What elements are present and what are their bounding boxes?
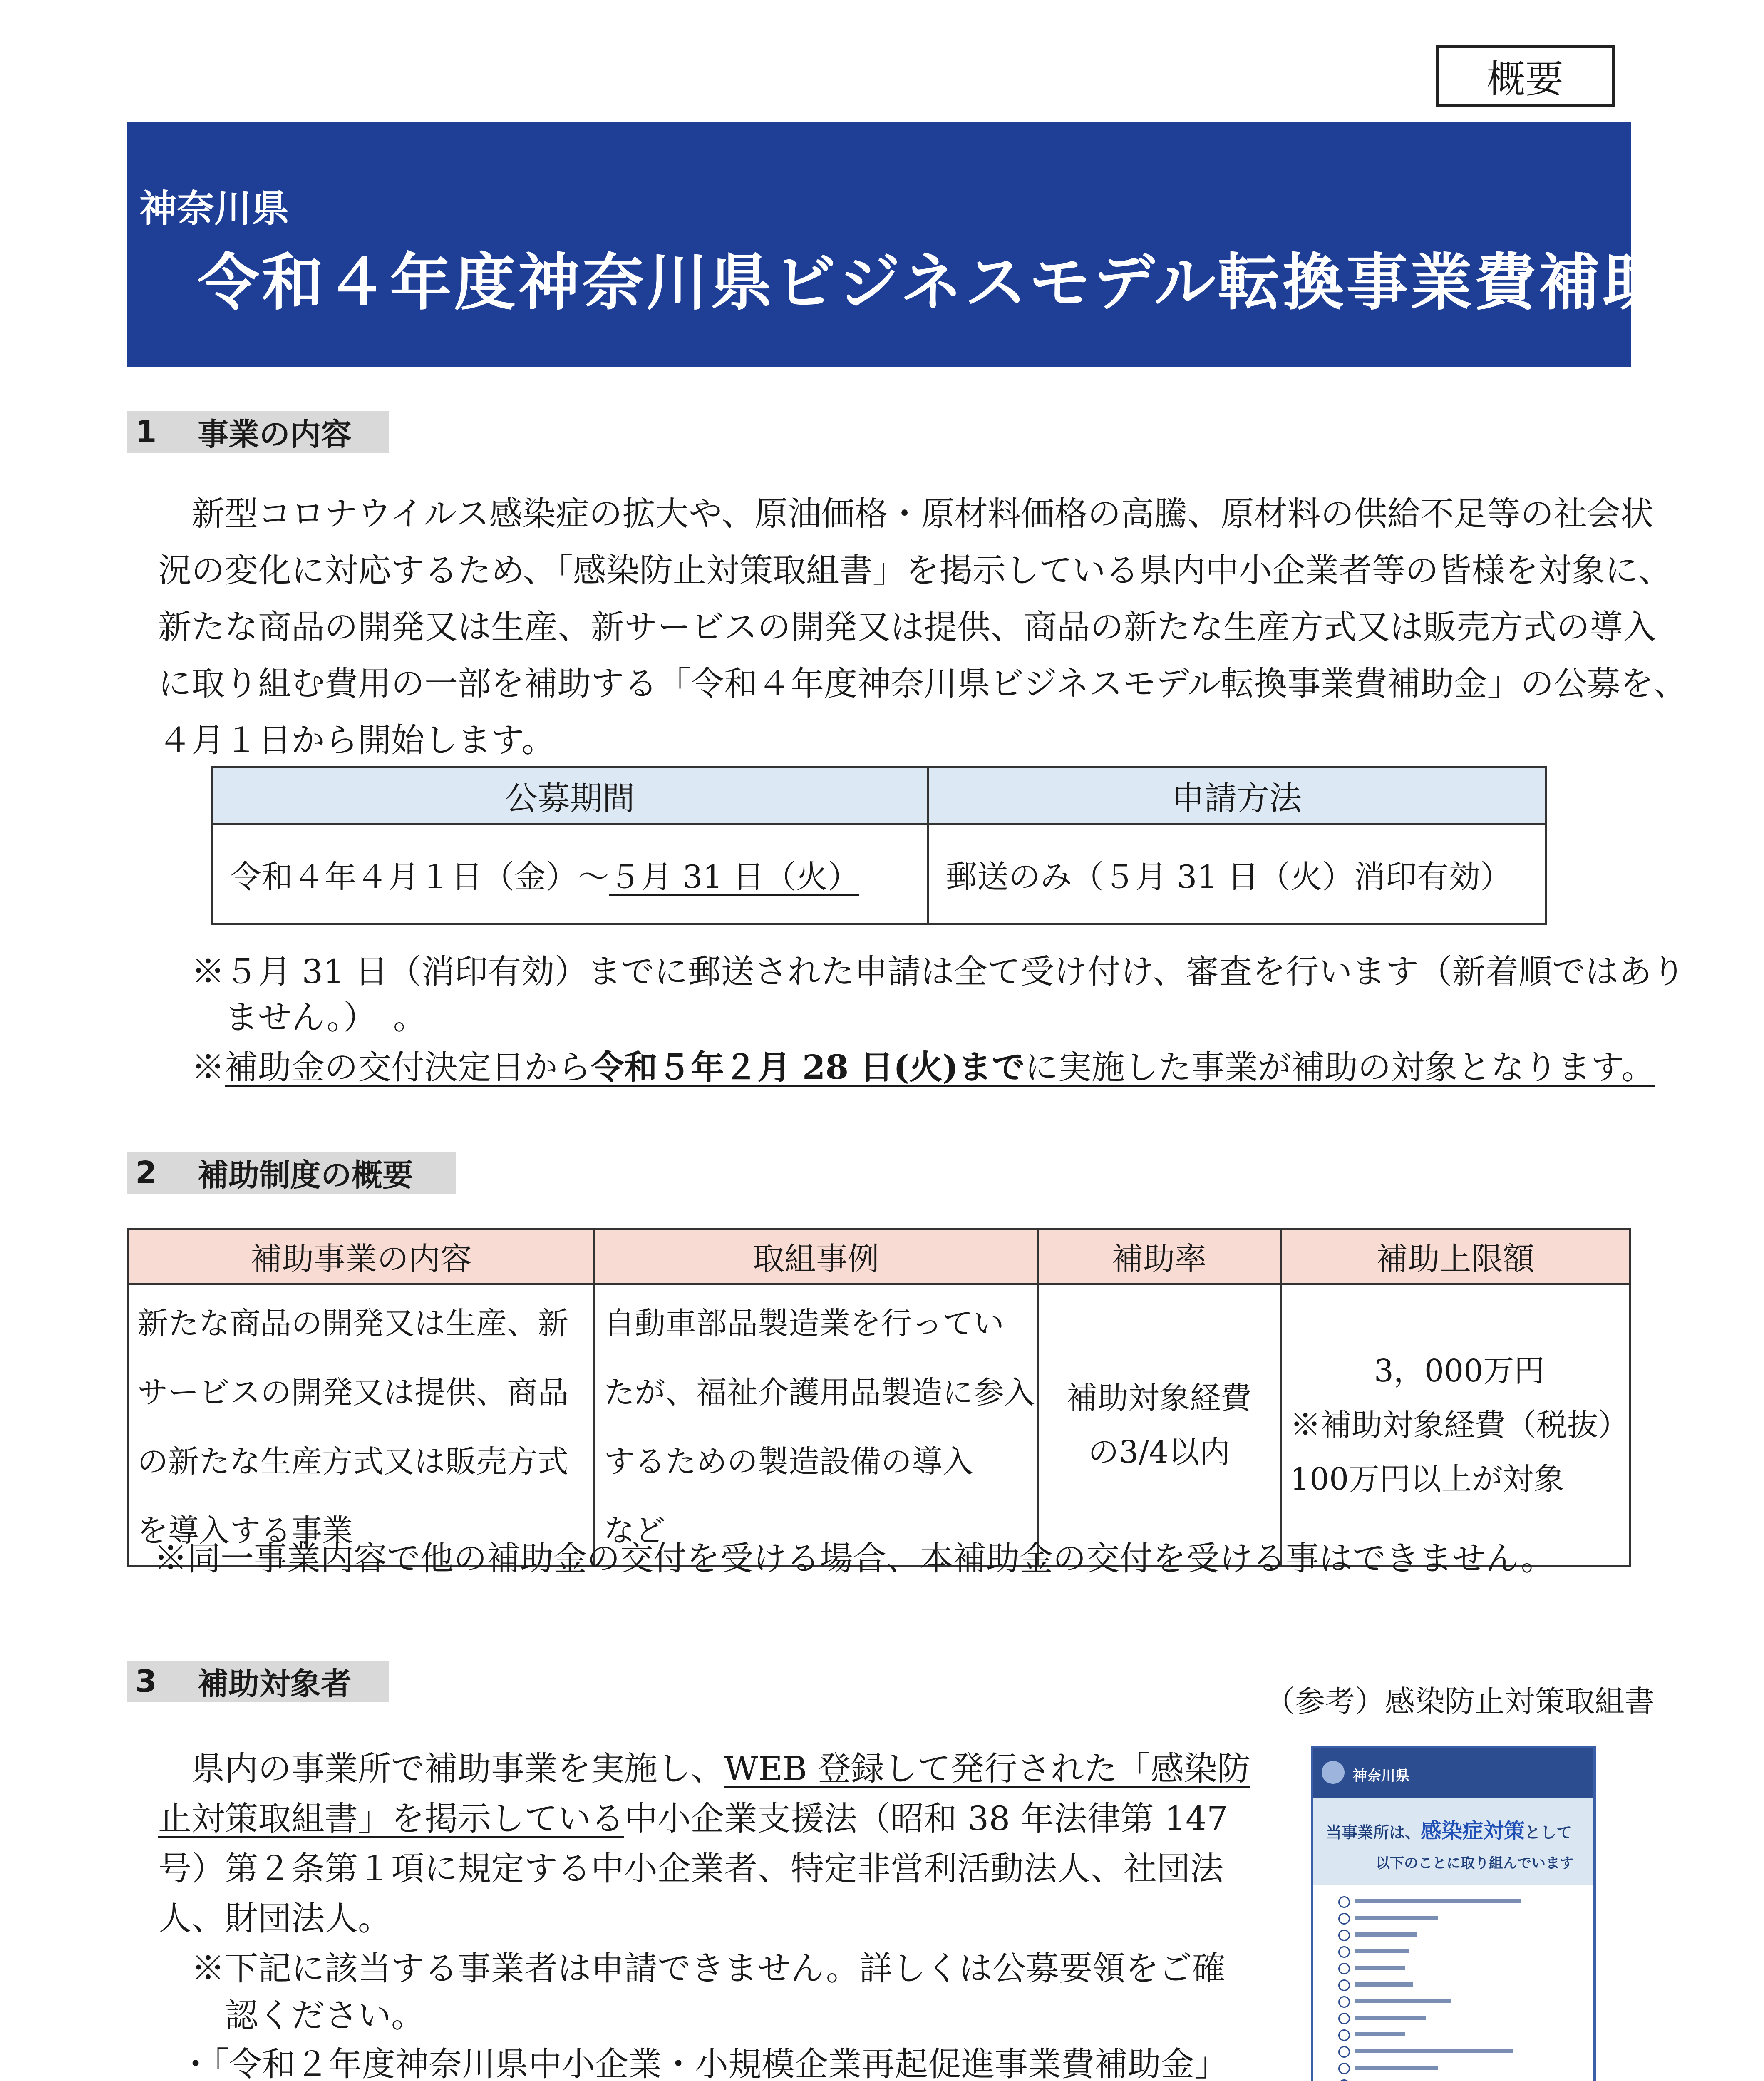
check-icon xyxy=(1338,1896,1350,1908)
checklist-item xyxy=(1355,2066,1438,2070)
check-icon xyxy=(1338,2046,1350,2058)
exclusion-note: ※下記に該当する事業者は申請できません。詳しくは公募要領をご確 xyxy=(191,1949,1226,1988)
content-line: 新たな商品の開発又は生産、新 xyxy=(137,1306,568,1341)
check-icon xyxy=(1338,2029,1350,2041)
kanagawa-emblem-icon xyxy=(1322,1761,1345,1784)
section3-heading xyxy=(127,1661,389,1702)
example-line: たが、福祉介護用品製造に参入 xyxy=(603,1375,1035,1411)
checklist-item xyxy=(1355,1916,1438,1920)
checklist-item xyxy=(1355,2016,1426,2020)
content-line: の新たな生産方式又は販売方式 xyxy=(137,1444,568,1480)
header-content: 補助事業の内容 xyxy=(128,1229,595,1284)
section3-number: 3 xyxy=(135,1664,157,1699)
bullet1-line: ・「令和２年度神奈川県中小企業・小規模企業再起促進事業費補助金」 xyxy=(179,2045,1228,2081)
section1-heading xyxy=(127,411,389,453)
section1-line: 新型コロナウイルス感染症の拡大や、原油価格・原材料価格の高騰、原材料の供給不足等の社会状 xyxy=(191,494,1654,533)
checklist-item xyxy=(1355,1949,1409,1953)
content-line: を導入する事業 xyxy=(137,1513,353,1549)
example-line: するための製造設備の導入 xyxy=(603,1444,973,1480)
infection-control-poster-image xyxy=(1311,1746,1596,2081)
check-icon xyxy=(1338,1913,1350,1925)
poster-headline-b: 感染症対策 xyxy=(1421,1819,1525,1843)
checklist-item xyxy=(1355,2032,1405,2036)
section1-line: に取り組む費用の一部を補助する「令和４年度神奈川県ビジネスモデル転換事業費補助金」の公募を、 xyxy=(158,664,1687,703)
limit-note: ※補助対象経費（税抜） xyxy=(1290,1407,1629,1443)
rate-line: の3/4以内 xyxy=(1088,1434,1230,1470)
section2-title: 補助制度の概要 xyxy=(198,1157,413,1193)
poster-headline-area xyxy=(1313,1798,1593,1885)
section1-number: 1 xyxy=(135,414,157,450)
note-postmark: ※５月 31 日（消印有効）までに郵送された申請は全て受け付け、審査を行います（新着順ではあり xyxy=(191,952,1685,991)
check-icon xyxy=(1338,2063,1350,2074)
note-part1: 補助金の交付決定日から xyxy=(225,1048,591,1087)
section3-line: 号）第２条第１項に規定する中小企業者、特定非営利活動法人、社団法 xyxy=(158,1849,1223,1888)
cell-example xyxy=(594,1284,1037,1567)
note-duplicate-subsidy: ※同一事業内容で他の補助金の交付を受ける場合、本補助金の交付を受ける事はできません。 xyxy=(154,1539,1554,1578)
checklist-item xyxy=(1355,1966,1405,1970)
cell-content xyxy=(128,1284,595,1567)
check-icon xyxy=(1338,2079,1350,2081)
period-deadline: ５月 31 日（火） xyxy=(609,858,860,895)
checklist-item xyxy=(1355,1899,1521,1903)
note-part3: に実施した事業が補助の対象となります。 xyxy=(1025,1048,1655,1087)
cell-rate xyxy=(1037,1284,1280,1567)
check-icon xyxy=(1338,1996,1350,2008)
note-mark: ※ xyxy=(191,1048,225,1087)
rate-line: 補助対象経費 xyxy=(1067,1380,1252,1416)
header-example: 取組事例 xyxy=(594,1229,1037,1284)
checklist-item xyxy=(1355,2049,1513,2053)
body-text: 中小企業支援法（昭和 38 年法律第 147 xyxy=(624,1799,1228,1838)
period-start: 令和４年４月１日（金）～ xyxy=(230,858,609,895)
checklist-item xyxy=(1355,1932,1417,1937)
exclusion-note-cont: 認ください。 xyxy=(225,1996,424,2035)
cell-limit xyxy=(1281,1284,1630,1567)
section2-heading xyxy=(127,1152,456,1194)
limit-minimum: 100万円以上が対象 xyxy=(1290,1461,1565,1497)
period-cell xyxy=(212,824,928,924)
checklist-item xyxy=(1355,1982,1413,1987)
section3-line xyxy=(158,1792,1228,1840)
section2-number: 2 xyxy=(135,1155,157,1191)
note-deadline: 令和５年２月 28 日(火)まで xyxy=(591,1048,1025,1087)
period-header: 公募期間 xyxy=(212,767,928,824)
body-text: 県内の事業所で補助事業を実施し、 xyxy=(191,1749,724,1788)
check-icon xyxy=(1338,1930,1350,1941)
section3-line: 人、財団法人。 xyxy=(158,1899,391,1938)
example-line: など xyxy=(603,1513,665,1549)
limit-amount: 3，000万円 xyxy=(1374,1353,1545,1389)
subsidy-overview-table xyxy=(127,1228,1631,1567)
note-eligibility-period xyxy=(191,1040,1655,1088)
header-limit: 補助上限額 xyxy=(1281,1229,1630,1284)
note-postmark-cont: ません。） 。 xyxy=(225,998,427,1037)
poster-header-text: 神奈川県 xyxy=(1353,1768,1409,1784)
section1-line: 新たな商品の開発又は生産、新サービスの開発又は提供、商品の新たな生産方式又は販売方式の導入 xyxy=(158,608,1656,646)
check-icon xyxy=(1338,2013,1350,2024)
poster-headline-a: 当事業所は、 xyxy=(1326,1823,1421,1842)
application-period-table xyxy=(211,766,1547,925)
body-underlined: WEB 登録して発行された「感染防 xyxy=(724,1749,1250,1788)
check-icon xyxy=(1338,1963,1350,1974)
section3-title: 補助対象者 xyxy=(198,1666,352,1702)
method-cell: 郵送のみ（５月 31 日（火）消印有効） xyxy=(928,824,1546,924)
poster-headline-c: として xyxy=(1525,1823,1573,1842)
check-icon xyxy=(1338,1979,1350,1991)
section1-line: 況の変化に対応するため、「感染防止対策取組書」を掲示している県内中小企業者等の皆様を対象に、 xyxy=(158,551,1672,590)
banner-title: 令和４年度神奈川県ビジネスモデル転換事業費補助金 xyxy=(198,247,1731,318)
content-line: サービスの開発又は提供、商品 xyxy=(137,1375,568,1411)
poster-header-bar xyxy=(1313,1748,1593,1798)
check-icon xyxy=(1338,1946,1350,1958)
poster-subheadline: 以下のことに取り組んでいます xyxy=(1376,1855,1574,1872)
header-rate: 補助率 xyxy=(1037,1229,1280,1284)
example-line: 自動車部品製造業を行ってい xyxy=(603,1306,1004,1341)
banner-prefecture: 神奈川県 xyxy=(139,187,289,231)
poster-headline xyxy=(1326,1814,1572,1844)
checklist-item xyxy=(1355,1999,1451,2003)
reference-caption: （参考）感染防止対策取組書 xyxy=(1265,1684,1655,1719)
method-header: 申請方法 xyxy=(928,767,1546,824)
section1-title: 事業の内容 xyxy=(198,417,352,452)
overview-badge: 概要 xyxy=(1436,45,1615,107)
section3-line xyxy=(191,1742,1250,1790)
title-banner xyxy=(127,122,1731,367)
body-underlined: 止対策取組書」を掲示している xyxy=(158,1799,624,1838)
section1-line: ４月１日から開始します。 xyxy=(158,721,555,760)
